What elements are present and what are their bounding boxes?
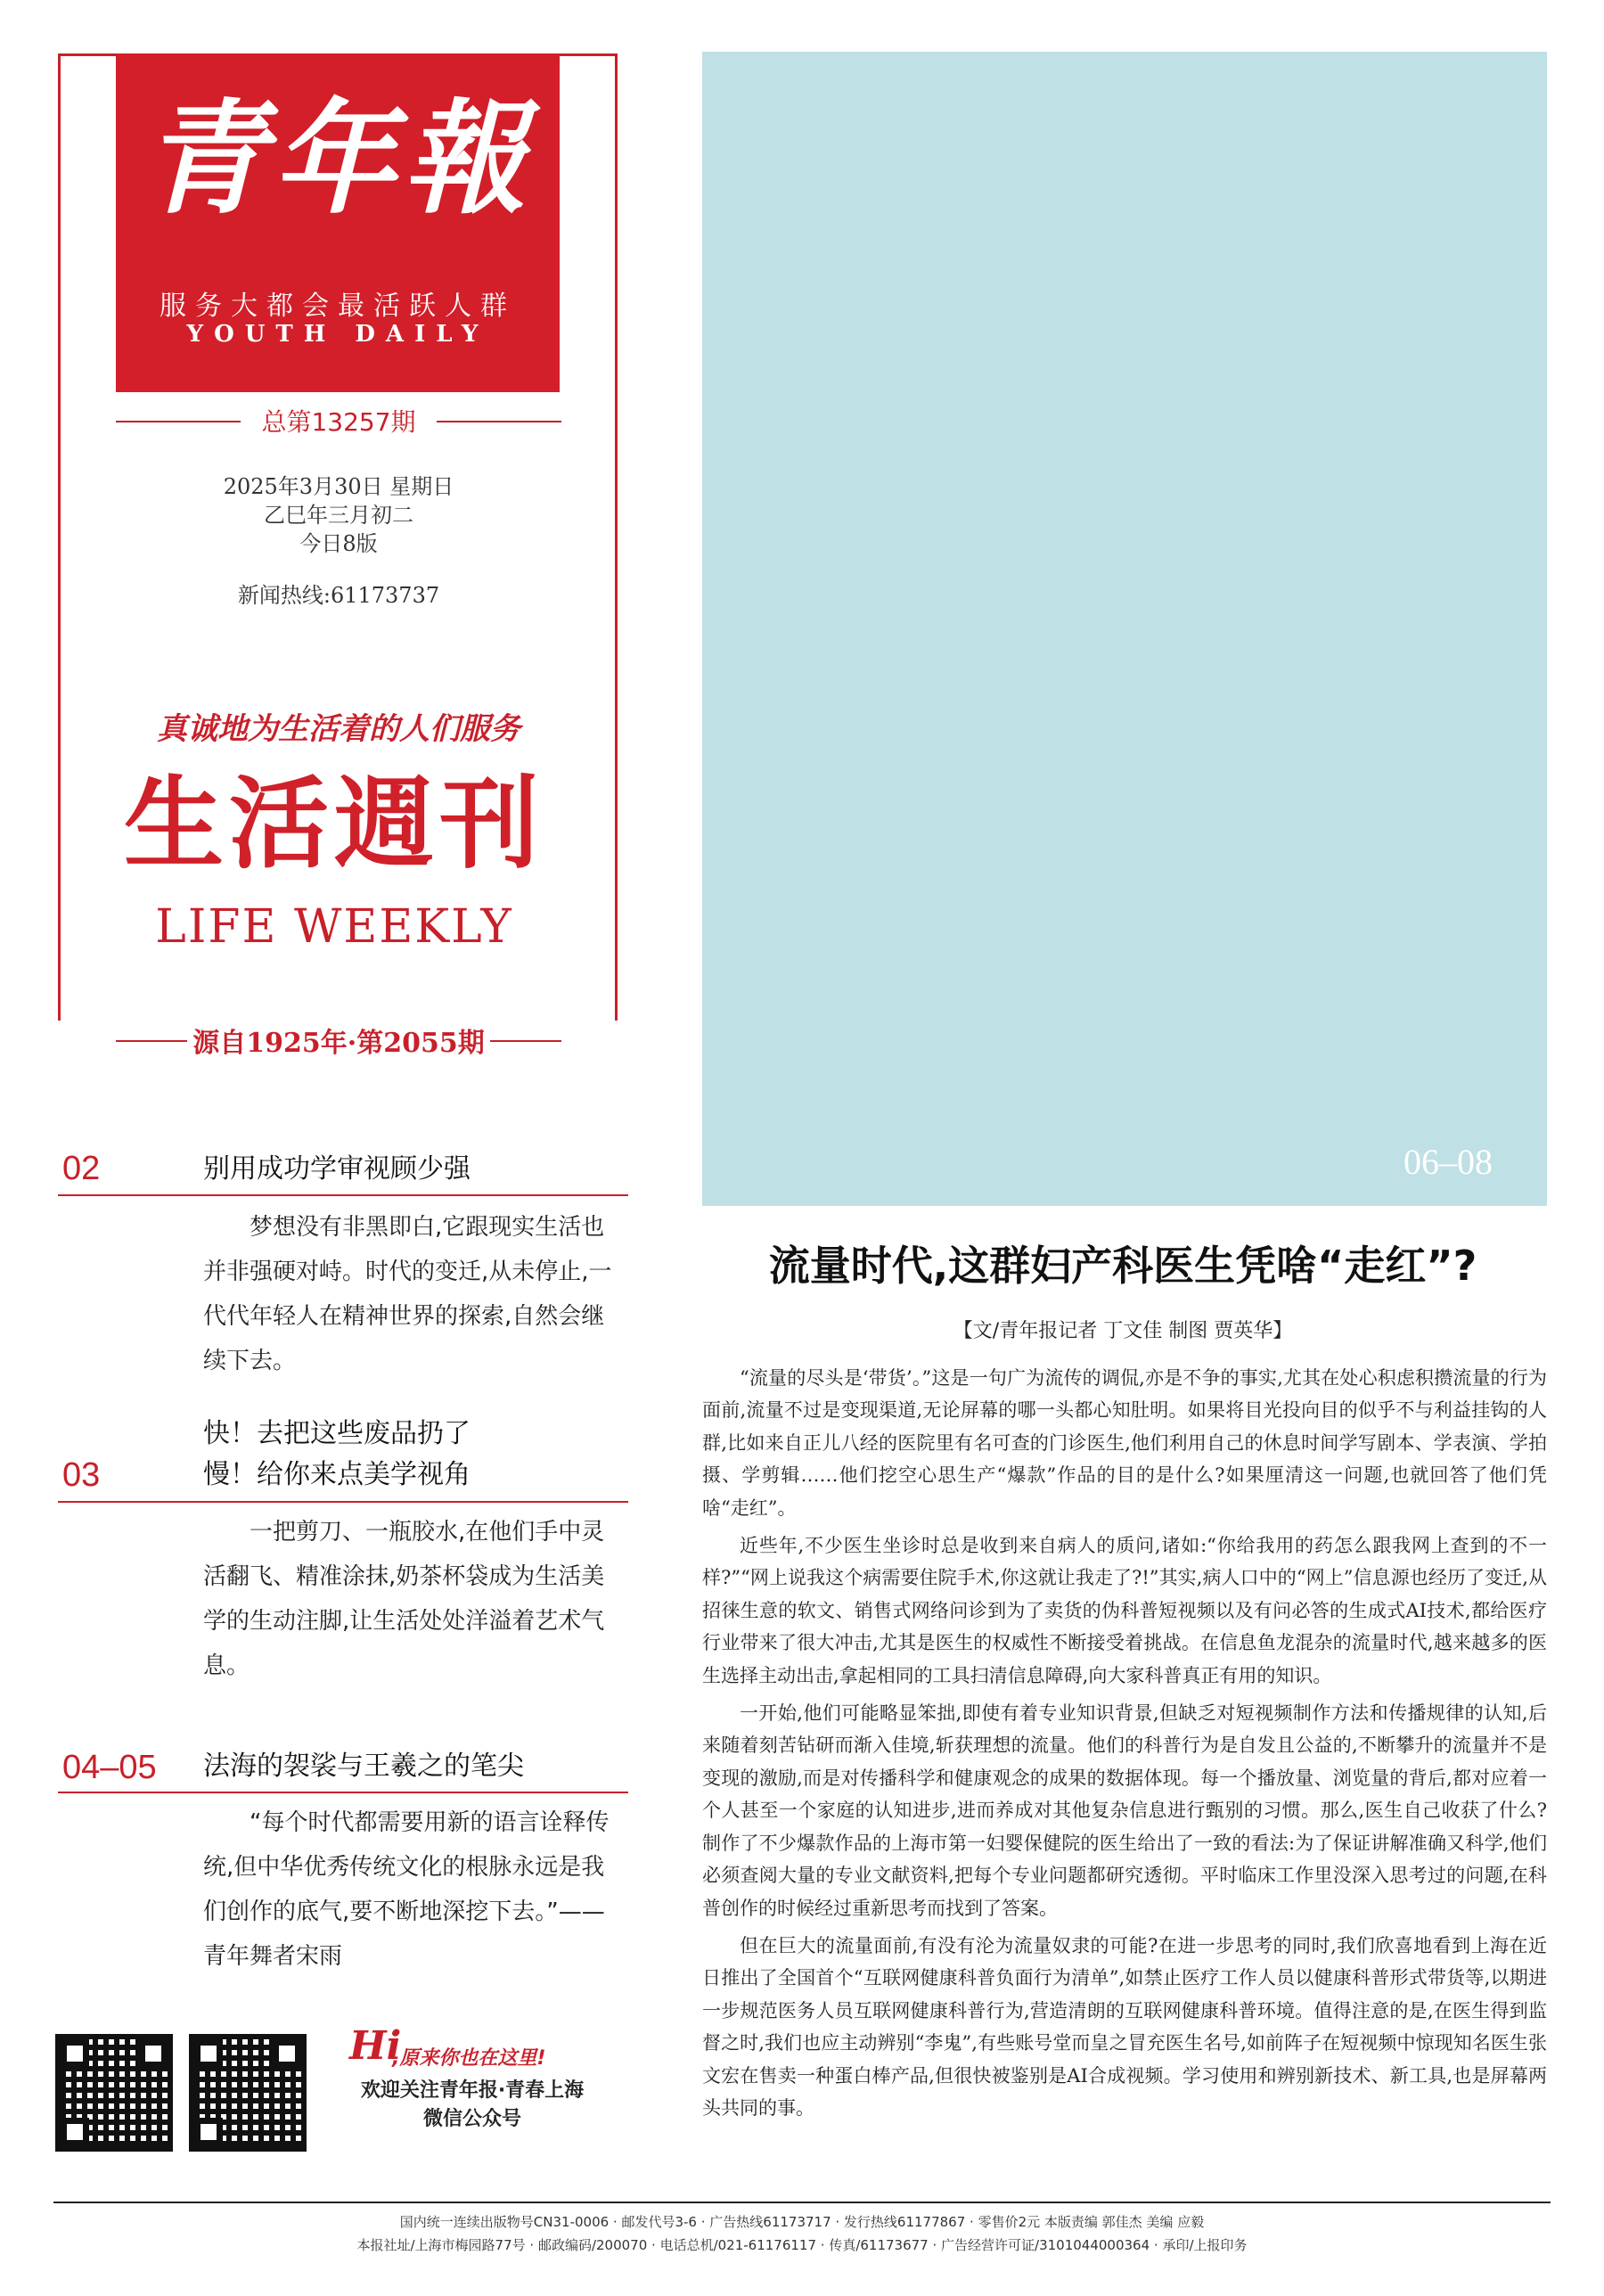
- article-paragraph: 近些年,不少医生坐诊时总是收到来自病人的质问,诸如:“你给我用的药怎么跟我网上查到的不一样?”“网上说我这个病需要住院手术,你这就让我走了?!”其实,病人口中的“网上”信息源也经历了变迁,从招徕生意的软文、销售式网络问诊到为了卖货的伪科普短视频以及有问必答的生成式AI技术,都给医疗行业带来了很大冲击,尤其是医生的权威性不断接受着挑战。在信息鱼龙混杂的流量时代,越来越多的医生选择主动出击,拿起相同的工具扫清信息障碍,向大家科普真正有用的知识。: [702, 1535, 1547, 1686]
- divider: [116, 421, 241, 422]
- follow-line: 欢迎关注青年报·青春上海: [360, 2079, 585, 2102]
- cover-image: [702, 52, 1547, 1206]
- toc-title[interactable]: 法海的袈裟与王羲之的笔尖: [203, 1751, 524, 1782]
- toc-summary: 梦想没有非黑即白,它跟现实生活也并非强硬对峙。时代的变迁,从未停止,一代代年轻人在精神世界的探索,自然会继续下去。: [203, 1214, 612, 1374]
- cover-page-range: 06–08: [1404, 1142, 1493, 1182]
- toc-title[interactable]: 慢！给你来点美学视角: [203, 1459, 471, 1490]
- logo-text: 青年報: [142, 86, 533, 231]
- toc-title[interactable]: 别用成功学审视顾少强: [203, 1153, 471, 1185]
- toc-divider: [58, 1194, 628, 1196]
- article-paragraph: 一开始,他们可能略显笨拙,即使有着专业知识背景,但缺乏对短视频制作方法和传播规律的认知,后来随着刻苦钻研而渐入佳境,斩获理想的流量。他们的科普行为是自发且公益的,不断攀升的流量并不是变现的激励,而是对传播科学和健康观念的成果的数据体现。每一个播放量、浏览量的背后,都对应着一个人甚至一个家庭的认知进步,进而养成对其他复杂信息进行甄别的习惯。那么,医生自己收获了什么?制作了不少爆款作品的上海市第一妇婴保健院的医生给出了一致的看法:为了保证讲解准确又科学,他们必须查阅大量的专业文献资料,把每个专业问题都研究透彻。平时临床工作里没深入思考过的问题,在科普创作的时候经过重新思考而找到了答案。: [702, 1702, 1547, 1919]
- article-paragraph: 但在巨大的流量面前,有没有沦为流量奴隶的可能?在进一步思考的同时,我们欣喜地看到上海在近日推出了全国首个“互联网健康科普负面行为清单”,如禁止医疗工作人员以健康科普形式带货等,以期进一步规范医务人员互联网健康科普行为,营造清朗的互联网健康科普环境。值得注意的是,在医生得到监督之时,我们也应主动辨别“李鬼”,有些账号堂而皇之冒充医生名号,如前阵子在短视频中惊现知名医生张文宏在售卖一种蛋白棒产品,但很快被鉴别是AI合成视频。学习使用和辨别新技术、新工具,也是屏幕两头共同的事。: [702, 1934, 1547, 2119]
- toc-page-number: 02: [62, 1150, 101, 1187]
- toc-divider: [58, 1501, 628, 1503]
- page-count: 今日8版: [299, 531, 378, 556]
- issue-total: 总第13257期: [261, 407, 416, 437]
- logo-english: YOUTH DAILY: [186, 321, 489, 348]
- footer-line: 国内统一连续出版物号CN31-0006 · 邮发代号3-6 · 广告热线61173717 · 发行热线61177867 · 零售价2元 本版责编 郭佳杰 美编 应毅: [399, 2214, 1205, 2230]
- footer-rule: [53, 2202, 1551, 2203]
- weekly-title-english: LIFE WEEKLY: [155, 900, 513, 954]
- hi-text: ,原来你也在这里!: [392, 2047, 546, 2070]
- divider: [437, 421, 561, 422]
- toc-page-number: 04–05: [62, 1749, 157, 1786]
- qr-code[interactable]: [189, 2034, 307, 2152]
- article-byline: 【文/青年报记者 丁文佳 制图 贾英华】: [953, 1320, 1293, 1342]
- weekly-since: 源自1925年·第2055期: [192, 1028, 485, 1059]
- article-paragraph: “流量的尽头是‘带货’。”这是一句广为流传的调侃,亦是不争的事实,尤其在处心积虑积攒流量的行为面前,流量不过是变现渠道,无论屏幕的哪一头都心知肚明。如果将目光投向目的似乎不与利益挂钩的人群,比如来自正儿八经的医院里有名可查的门诊医生,他们利用自己的休息时间学写剧本、学表演、学拍摄、学剪辑……他们挖空心思生产“爆款”作品的目的是什么?如果厘清这一问题,也就回答了他们凭啥“走红”。: [702, 1367, 1547, 1519]
- weekly-motto: 真诚地为生活着的人们服务: [157, 711, 520, 747]
- follow-prompt: [339, 2077, 606, 2134]
- weekly-title: 生活週刊: [124, 767, 544, 882]
- article-headline: 流量时代,这群妇产科医生凭啥“走红”?: [768, 1242, 1477, 1290]
- footer-line: 本报社址/上海市梅园路77号 · 邮政编码/200070 · 电话总机/021-61176117 · 传真/61173677 · 广告经营许可证/3101044000364 · 承印/上报印务: [356, 2237, 1248, 2253]
- toc-page-number: 03: [62, 1456, 101, 1494]
- lunar-date: 乙巳年三月初二: [264, 503, 413, 528]
- logo-slogan: 服务大都会最活跃人群: [160, 291, 516, 322]
- divider: [490, 1040, 561, 1042]
- date-block: [178, 472, 499, 558]
- issue-date: 2025年3月30日 星期日: [223, 474, 454, 499]
- follow-line: 微信公众号: [422, 2108, 521, 2130]
- qr-code[interactable]: [55, 2034, 173, 2152]
- toc-title[interactable]: 快！去把这些废品扔了: [203, 1418, 471, 1449]
- article-body: [702, 1362, 1547, 2129]
- newspaper-logo: [116, 53, 560, 392]
- toc-summary: “每个时代都需要用新的语言诠释传统,但中华优秀传统文化的根脉永远是我们创作的底气,要不断地深挖下去。”——青年舞者宋雨: [203, 1809, 610, 1970]
- news-hotline: 新闻热线:61173737: [237, 583, 440, 608]
- hi-badge: Hi: [349, 2023, 402, 2069]
- toc-summary: 一把剪刀、一瓶胶水,在他们手中灵活翻飞、精准涂抹,奶茶杯袋成为生活美学的生动注脚,让生活处处洋溢着艺术气息。: [203, 1519, 605, 1679]
- toc-divider: [58, 1792, 628, 1793]
